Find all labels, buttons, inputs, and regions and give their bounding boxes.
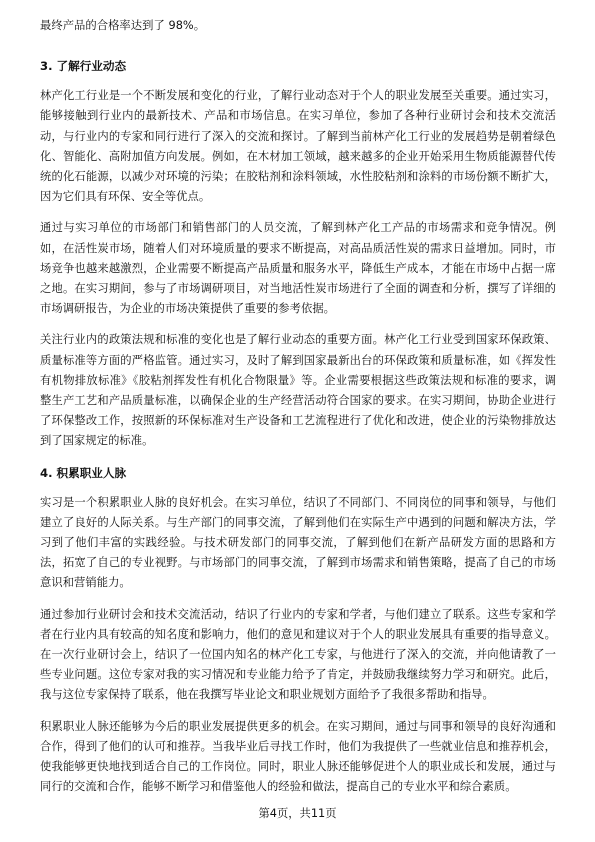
- section-heading: 4. 积累职业人脉: [40, 465, 127, 480]
- paragraph: 通过与实习单位的市场部门和销售部门的人员交流，了解到林产化工产品的市场需求和竞争情况。例如，在活性炭市场，随着人们对环境质量的要求不断提高，对高品质活性炭的需求日益增加。同时，市场竞争也越来越激烈，企业需要不断提高产品质量和服务水平，降低生产成本，才能在市场中占据一席之地。在实习期间，参与了市场调研项目，对当地活性炭市场进行了全面的调查和分析，撰写了详细的市场调研报告，为企业的市场决策提供了重要的参考依据。: [40, 221, 556, 316]
- paragraph: 通过参加行业研讨会和技术交流活动，结识了行业内的专家和学者，与他们建立了联系。这些专家和学者在行业内具有较高的知名度和影响力，他们的意见和建议对于个人的职业发展具有重要的指导意义。在一次行业研讨会上，结识了一位国内知名的林产化工专家，与他进行了深入的交流，并向他请教了一些专业问题。这位专家对我的实习情况和专业能力给予了肯定，并鼓励我继续努力学习和研究。此后，我与这位专家保持了联系，他在我撰写毕业论文和职业规划方面给予了我很多帮助和指导。: [40, 607, 556, 702]
- paragraph: 积累职业人脉还能够为今后的职业发展提供更多的机会。在实习期间，通过与同事和领导的良好沟通和合作，得到了他们的认可和推荐。当我毕业后寻找工作时，他们为我提供了一些就业信息和推荐机会，使我能够更快地找到适合自己的工作岗位。同时，职业人脉还能够促进个人的职业成长和发展，通过与同行的交流和合作，能够不断学习和借鉴他人的经验和做法，提高自己的专业水平和综合素质。: [40, 719, 556, 794]
- paragraph: 关注行业内的政策法规和标准的变化也是了解行业动态的重要方面。林产化工行业受到国家环保政策、质量标准等方面的严格监管。通过实习，及时了解到国家最新出台的环保政策和质量标准，如《挥发性有机物排放标准》《胶粘剂挥发性有机化合物限量》等。企业需要根据这些政策法规和标准的要求，调整生产工艺和产品质量标准，以确保企业的生产经营活动符合国家的要求。在实习期间，协助企业进行了环保整改工作，按照新的环保标准对生产设备和工艺流程进行了优化和改进，使企业的污染物排放达到了国家规定的标准。: [40, 333, 556, 448]
- document-page: [40, 16, 556, 809]
- page-number-footer: 第4页，共11页: [258, 807, 337, 820]
- paragraph: 林产化工行业是一个不断发展和变化的行业，了解行业动态对于个人的职业发展至关重要。通过实习，能够接触到行业内的最新技术、产品和市场信息。在实习单位，参加了各种行业研讨会和技术交流活动，与行业内的专家和同行进行了深入的交流和探讨。了解到当前林产化工行业的发展趋势是朝着绿色化、智能化、高附加值方向发展。例如，在木材加工领域，越来越多的企业开始采用生物质能源替代传统的化石能源，以减少对环境的污染；在胶粘剂和涂料领域，水性胶粘剂和涂料的市场份额不断扩大，因为它们具有环保、安全等优点。: [40, 89, 556, 204]
- paragraph: 实习是一个积累职业人脉的良好机会。在实习单位，结识了不同部门、不同岗位的同事和领导，与他们建立了良好的人际关系。与生产部门的同事交流，了解到他们在实际生产中遇到的问题和解决方法，学习到了他们丰富的实践经验。与技术研发部门的同事交流，了解到他们在新产品研发方面的思路和方法，拓宽了自己的专业视野。与市场部门的同事交流，了解到市场需求和销售策略，提高了自己的市场意识和营销能力。: [40, 495, 556, 590]
- section-professional-network: [40, 463, 556, 798]
- section-heading: 3. 了解行业动态: [40, 59, 127, 74]
- section-industry-trends: [40, 56, 556, 451]
- lead-text: 最终产品的合格率达到了 98%。: [40, 19, 206, 32]
